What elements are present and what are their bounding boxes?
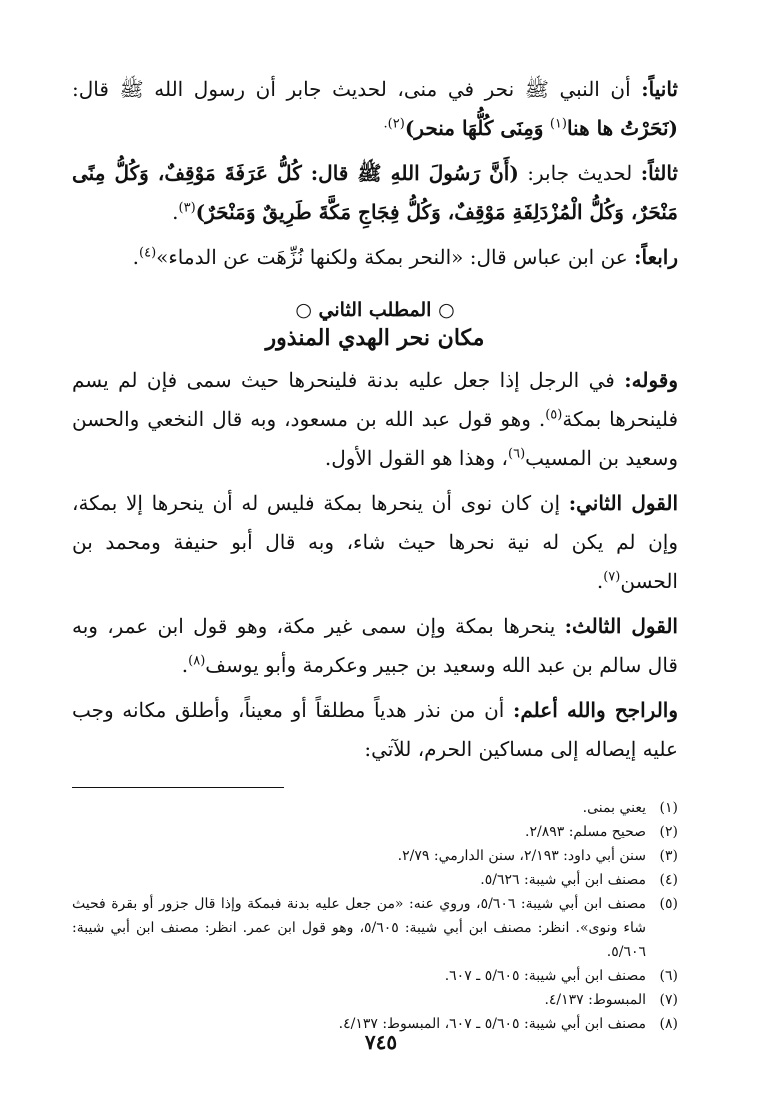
paragraph-text: لحديث جابر: bbox=[527, 161, 633, 185]
footnote-text: مصنف ابن أبي شيبة: ٥/٦٢٦. bbox=[480, 872, 646, 888]
footnote-text: مصنف ابن أبي شيبة: ٥/٦٠٦، وروي عنه: «من جعل عليه بدنة فبمكة وإذا قال جزور أو بقرة فحيث شاء ونوى». انظر: مصنف ابن أبي شيبة: ٥/٦٠٥، وهو قول ابن عمر. انظر: مصنف ابن أبي شيبة: ٥/٦٠٦. bbox=[72, 896, 647, 960]
footnote-divider bbox=[72, 787, 284, 788]
footnote-number: (٥) bbox=[659, 896, 678, 912]
footnote-text: المبسوط: ٤/١٣٧. bbox=[544, 992, 646, 1008]
paragraph-lead: القول الثالث: bbox=[564, 614, 678, 638]
footnote-marker[interactable]: (١) bbox=[549, 116, 567, 132]
footnote-number: (٤) bbox=[659, 872, 678, 888]
footnote-item bbox=[72, 844, 678, 868]
body-paragraph bbox=[72, 484, 678, 601]
footnote-number: (٧) bbox=[659, 992, 678, 1008]
footnote-marker[interactable]: (٦) bbox=[508, 446, 526, 462]
paragraph-fourth bbox=[72, 238, 678, 277]
paragraph-text: في الرجل إذا جعل عليه بدنة فلينحرها حيث سمى فإن لم يسم فلينحرها بمكة bbox=[72, 368, 679, 431]
paragraph-text: . bbox=[181, 653, 189, 677]
paragraph-lead: ثانياً: bbox=[641, 77, 678, 101]
paragraph-lead: رابعاً: bbox=[634, 245, 678, 269]
footnote-text: سنن أبي داود: ٢/١٩٣، سنن الدارمي: ٢/٧٩. bbox=[397, 848, 646, 864]
footnote-marker[interactable]: (٤) bbox=[139, 245, 157, 261]
paragraph-lead: والراجح والله أعلم: bbox=[512, 698, 679, 722]
paragraph-lead: وقوله: bbox=[624, 368, 679, 392]
footnote-item bbox=[72, 964, 678, 988]
footnote-number: (٦) bbox=[659, 968, 678, 984]
body-paragraph bbox=[72, 607, 678, 685]
paragraph-text: . وهو قول عبد الله بن مسعود، وبه قال النخعي والحسن وسعيد بن المسيب bbox=[72, 407, 678, 470]
footnote-text: مصنف ابن أبي شيبة: ٥/٦٠٥ ـ ٦٠٧. bbox=[444, 968, 646, 984]
paragraph-second bbox=[72, 70, 678, 148]
footnote-number: (٢) bbox=[659, 824, 678, 840]
hadith-quote: (أَنَّ رَسُولَ اللهِ ﷺ قال: كُلُّ عَرَفَةَ مَوْقِفٌ، وَكُلُّ مِنًى مَنْحَرٌ، وَكُلُّ الْمُزْدَلِفَةِ مَوْقِفٌ، وَكُلُّ فِجَاجِ مَكَّةَ طَرِيقٌ وَمَنْحَرٌ) bbox=[72, 161, 678, 224]
paragraph-third bbox=[72, 154, 678, 232]
page-content bbox=[72, 70, 678, 1036]
paragraph-text: عن ابن عباس قال: «النحر بمكة ولكنها نُزِّهَت عن الدماء» bbox=[156, 245, 628, 269]
footnote-marker[interactable]: (٢). bbox=[383, 116, 405, 132]
footnote-text: يعني بمنى. bbox=[582, 800, 646, 816]
section-label: ○ المطلب الثاني ○ bbox=[295, 299, 455, 321]
body-paragraph bbox=[72, 361, 678, 478]
footnote-marker[interactable]: (٣) bbox=[178, 200, 196, 216]
footnote-marker[interactable]: (٧) bbox=[603, 569, 621, 585]
footnote-item bbox=[72, 820, 678, 844]
paragraph-text: ينحرها بمكة وإن سمى غير مكة، وهو قول ابن عمر، وبه قال سالم بن عبد الله وسعيد بن جبير وعكرمة وأبو يوسف bbox=[72, 614, 678, 677]
section-title: مكان نحر الهدي المنذور bbox=[265, 325, 485, 351]
page-number: ٧٤٥ bbox=[364, 1030, 398, 1054]
footnote-text: صحيح مسلم: ٢/٨٩٣. bbox=[525, 824, 646, 840]
hadith-quote-continued: وَمِنَى كُلُّهَا منحر) bbox=[404, 116, 544, 140]
paragraph-tail: . bbox=[132, 245, 140, 269]
footnote-number: (٣) bbox=[659, 848, 678, 864]
paragraph-text: . bbox=[596, 569, 604, 593]
hadith-quote: (نَحَرْتُ ها هنا bbox=[566, 116, 678, 140]
body-paragraph bbox=[72, 691, 678, 769]
footnotes bbox=[72, 796, 678, 1036]
paragraph-text: أن من نذر هدياً مطلقاً أو معيناً، وأطلق مكانه وجب عليه إيصاله إلى مساكين الحرم، للآتي: bbox=[72, 698, 678, 761]
footnote-item bbox=[72, 868, 678, 892]
footnote-number: (١) bbox=[659, 800, 678, 816]
paragraph-lead: ثالثاً: bbox=[640, 161, 678, 185]
paragraph-lead: القول الثاني: bbox=[568, 491, 679, 515]
footnote-marker[interactable]: (٥) bbox=[545, 407, 563, 423]
footnote-item bbox=[72, 988, 678, 1012]
footnote-number: (٨) bbox=[659, 1016, 678, 1032]
paragraph-text: ، وهذا هو القول الأول. bbox=[324, 446, 509, 470]
footnote-text: مصنف ابن أبي شيبة: ٥/٦٠٥ ـ ٦٠٧، المبسوط: ٤/١٣٧. bbox=[338, 1016, 646, 1032]
footnote-marker[interactable]: (٨) bbox=[188, 653, 206, 669]
footnote-item bbox=[72, 892, 678, 964]
footnote-item bbox=[72, 796, 678, 820]
paragraph-text: أن النبي ﷺ نحر في منى، لحديث جابر أن رسول الله ﷺ قال: bbox=[72, 77, 631, 101]
paragraph-tail: . bbox=[172, 200, 179, 224]
paragraph-text: إن كان نوى أن ينحرها بمكة فليس له أن ينحرها إلا بمكة، وإن لم يكن له نية نحرها حيث شاء، وبه قال أبو حنيفة ومحمد بن الحسن bbox=[72, 491, 678, 593]
